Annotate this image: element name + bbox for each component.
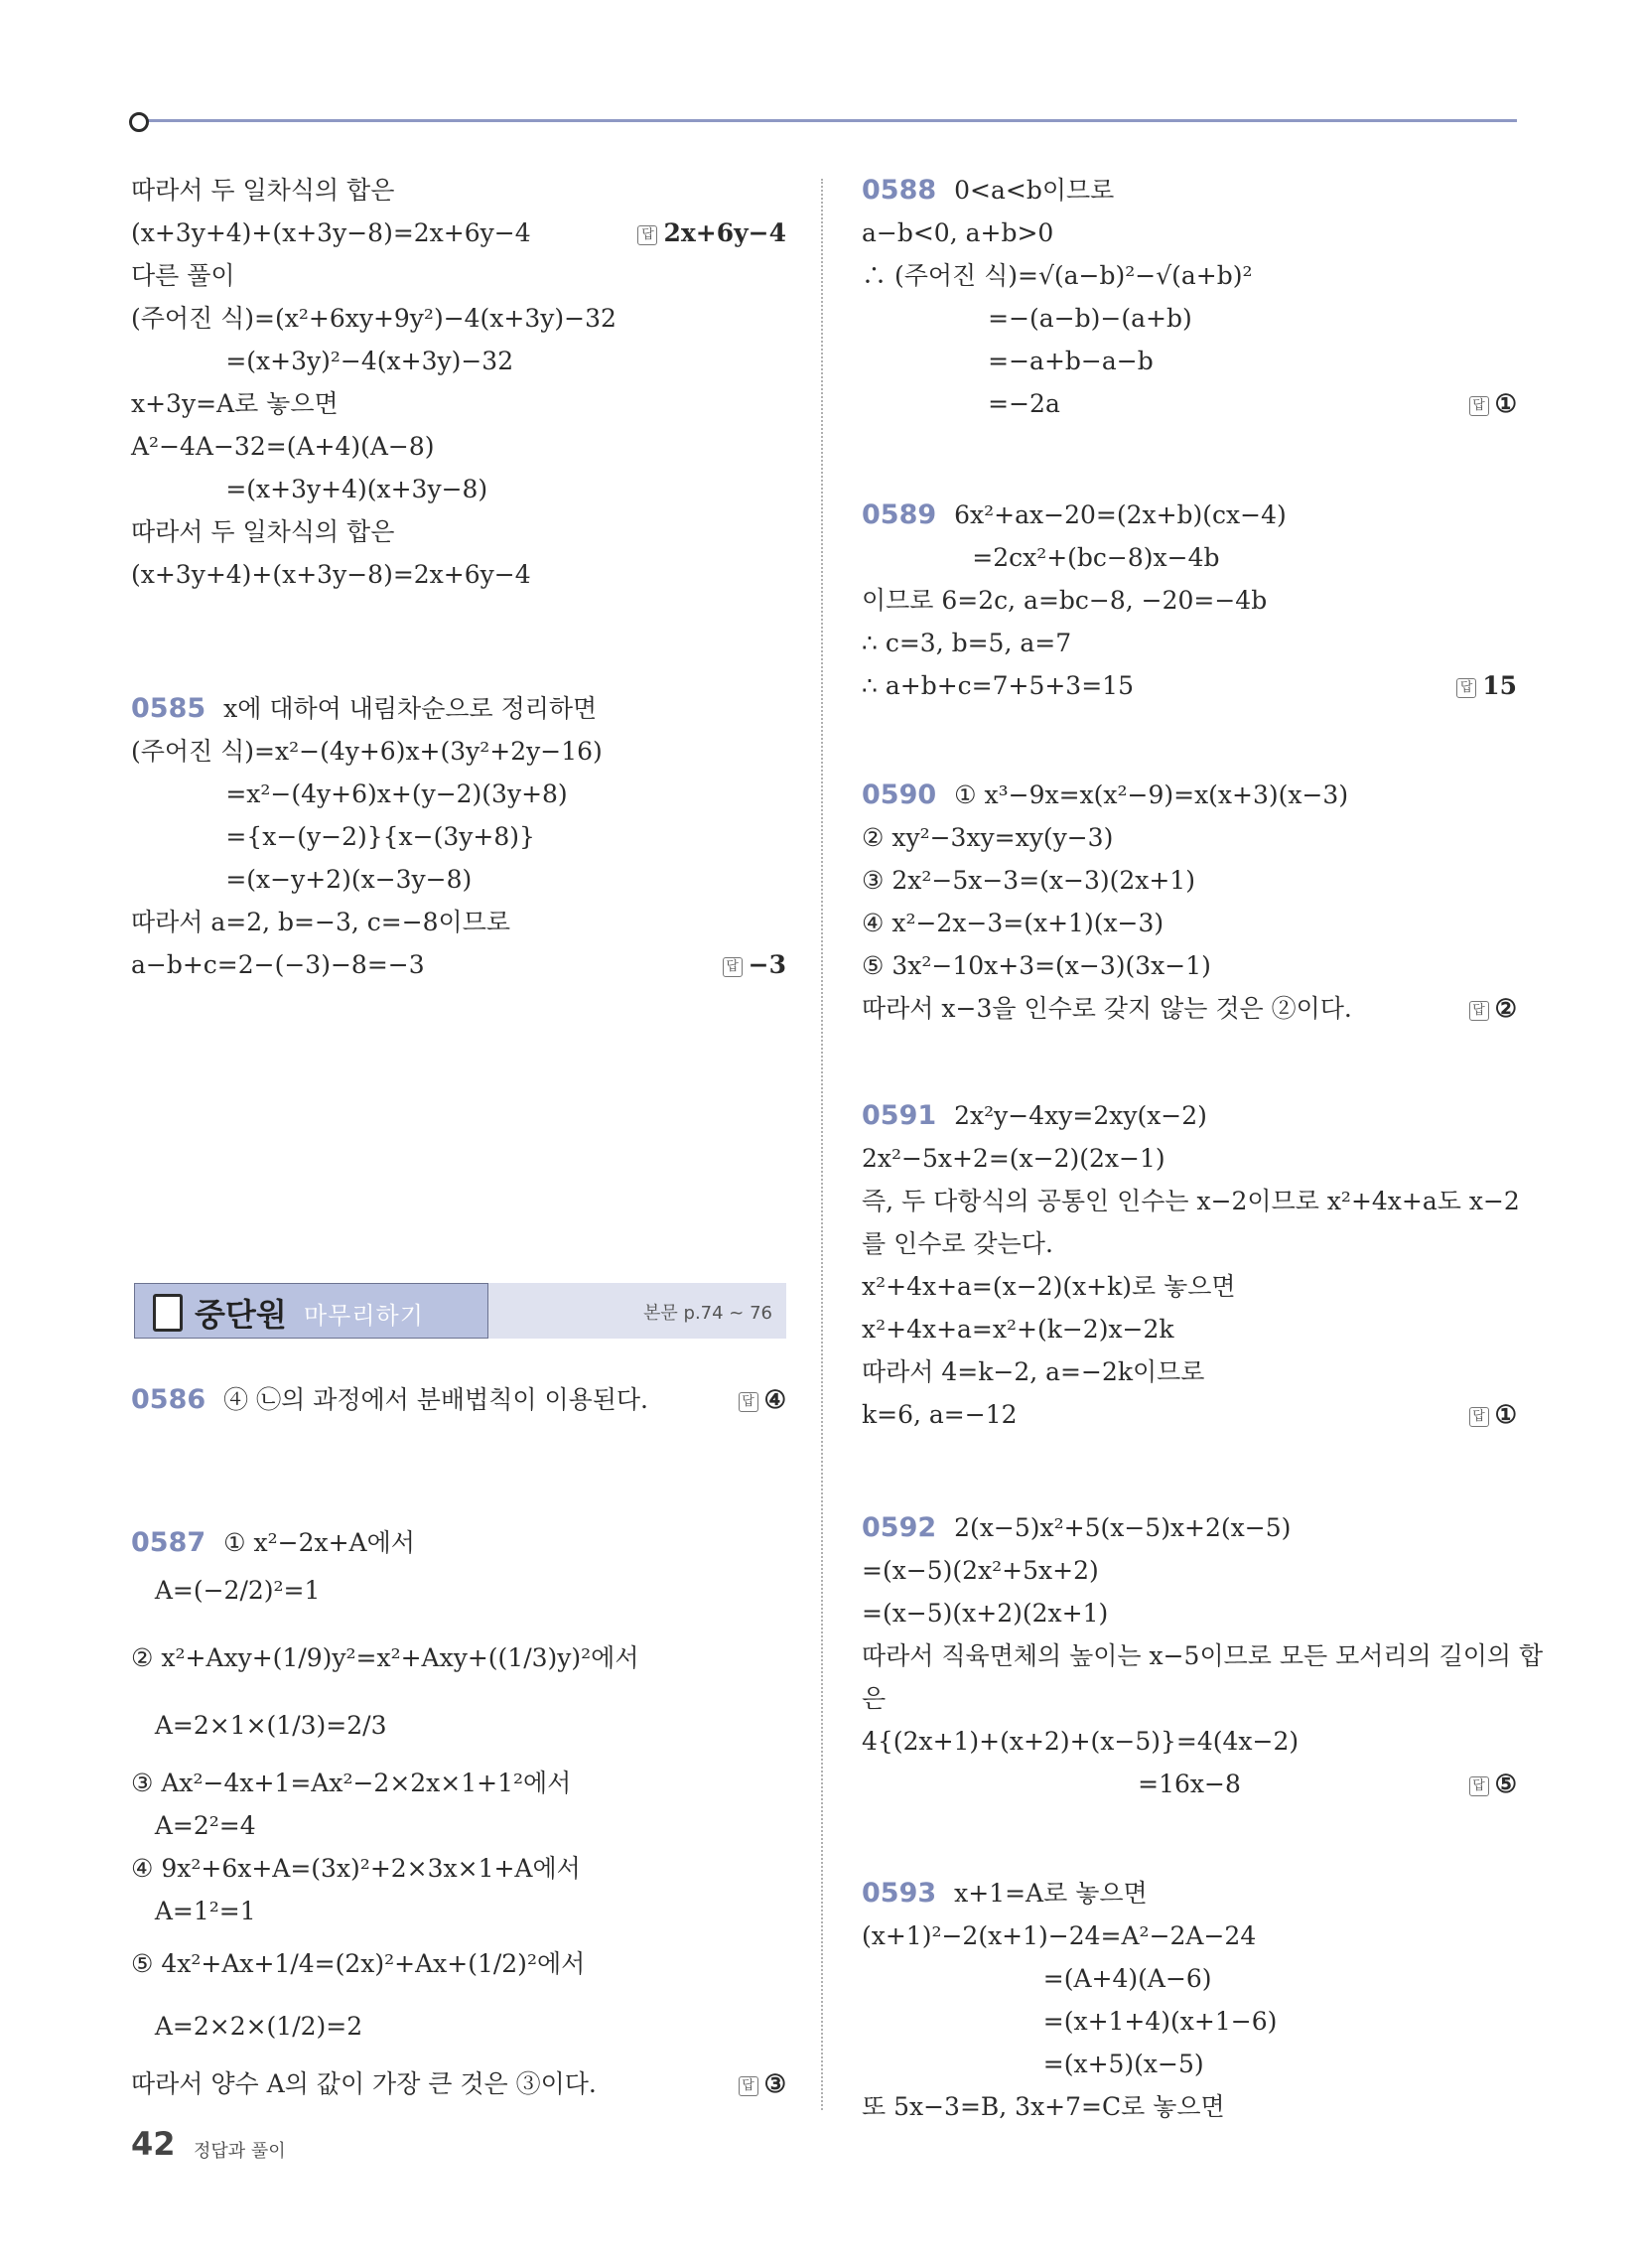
text-line: 따라서 직육면체의 높이는 x−5이므로 모든 모서리의 길이의 합	[862, 1641, 1544, 1670]
text-line: 2x²−5x+2=(x−2)(2x−1)	[862, 1144, 1165, 1173]
text-line: (주어진 식)=x²−(4y+6)x+(3y²+2y−16)	[131, 737, 603, 766]
text-line: =(x+3y+4)(x+3y−8)	[131, 475, 488, 503]
problem-number: 0590	[862, 780, 937, 810]
text-line: A=2×2×(1/2)=2	[131, 2012, 363, 2041]
problem-number: 0588	[862, 175, 937, 206]
text-line: (x+3y+4)+(x+3y−8)=2x+6y−4	[131, 560, 531, 589]
section-banner	[134, 1283, 786, 1339]
text-line: =(x−5)(2x²+5x+2)	[862, 1556, 1099, 1585]
text-line: (x+3y+4)+(x+3y−8)=2x+6y−4	[131, 218, 531, 247]
text-line: ={x−(y−2)}{x−(3y+8)}	[131, 822, 535, 851]
page-number: 42	[131, 2125, 176, 2163]
text-line: 또 5x−3=B, 3x+7=C로 놓으면	[862, 2092, 1225, 2121]
top-rule	[131, 119, 1517, 122]
answer: 답 ②	[1469, 992, 1517, 1026]
text-line: =(A+4)(A−6)	[862, 1964, 1212, 1993]
text-line: A²−4A−32=(A+4)(A−8)	[131, 432, 435, 461]
text-line: a−b+c=2−(−3)−8=−3	[131, 950, 425, 979]
text-line: ∴ a+b+c=7+5+3=15	[862, 671, 1134, 700]
text-line: ⑤ 3x²−10x+3=(x−3)(3x−1)	[862, 951, 1211, 980]
text-line: ∴ (주어진 식)=√(a−b)²−√(a+b)²	[862, 261, 1253, 290]
text-line: ④ x²−2x−3=(x+1)(x−3)	[862, 909, 1164, 937]
text-line: 4{(2x+1)+(x+2)+(x−5)}=4(4x−2)	[862, 1727, 1300, 1756]
problem-0588: 0588 0<a<b이므로	[862, 175, 1115, 206]
text-line: x²+4x+a=(x−2)(x+k)로 놓으면	[862, 1272, 1236, 1301]
problem-number: 0591	[862, 1100, 937, 1131]
text-line: 따라서 a=2, b=−3, c=−8이므로	[131, 908, 510, 936]
text-line: =16x−8	[862, 1770, 1241, 1798]
text-line: k=6, a=−12	[862, 1400, 1018, 1429]
problem-0593: 0593 x+1=A로 놓으면	[862, 1878, 1148, 1909]
problem-0591: 0591 2x²y−4xy=2xy(x−2)	[862, 1100, 1207, 1131]
text-line: A=2²=4	[131, 1811, 256, 1840]
text-line: ③ Ax²−4x+1=Ax²−2×2x×1+1²에서	[131, 1769, 572, 1797]
text-line: =(x+5)(x−5)	[862, 2050, 1204, 2078]
text-line: ④ 9x²+6x+A=(3x)²+2×3x×1+A에서	[131, 1854, 581, 1883]
problem-0592: 0592 2(x−5)x²+5(x−5)x+2(x−5)	[862, 1512, 1292, 1543]
answer: 답 ③	[739, 2067, 786, 2101]
answer: 답 15	[1456, 669, 1517, 703]
text-line: (주어진 식)=(x²+6xy+9y²)−4(x+3y)−32	[131, 304, 616, 333]
text-line: 다른 풀이	[131, 261, 235, 290]
text-line: =−a+b−a−b	[862, 347, 1154, 375]
text-line: 따라서 두 일차식의 합은	[131, 517, 395, 546]
answer: 답 ⑤	[1469, 1768, 1517, 1801]
banner-subtitle: 마무리하기	[304, 1302, 424, 1330]
text-line: =(x+3y)²−4(x+3y)−32	[131, 347, 514, 375]
text-line: 따라서 4=k−2, a=−2k이므로	[862, 1357, 1205, 1386]
text-line: ⑤ 4x²+Ax+1/4=(2x)²+Ax+(1/2)²에서	[131, 1949, 586, 1978]
text-line: ∴ c=3, b=5, a=7	[862, 629, 1072, 657]
text-line: (x+1)²−2(x+1)−24=A²−2A−24	[862, 1921, 1257, 1950]
footer-label: 정답과 풀이	[194, 2141, 286, 2162]
problem-0587: 0587 ① x²−2x+A에서	[131, 1527, 415, 1558]
problem-number: 0589	[862, 499, 937, 530]
text-line: A=1²=1	[131, 1897, 256, 1925]
banner-reference: 본문 p.74 ~ 76	[643, 1303, 772, 1324]
text-line: ③ 2x²−5x−3=(x−3)(2x+1)	[862, 866, 1195, 895]
text-line: 즉, 두 다항식의 공통인 인수는 x−2이므로 x²+4x+a도 x−2	[862, 1187, 1520, 1215]
text-line: 따라서 양수 A의 값이 가장 큰 것은 ③이다.	[131, 2069, 597, 2098]
text-line: ② x²+Axy+(1/9)y²=x²+Axy+((1/3)y)²에서	[131, 1643, 639, 1672]
problem-number: 0587	[131, 1527, 206, 1558]
text-line: a−b<0, a+b>0	[862, 218, 1054, 247]
problem-number: 0592	[862, 1512, 937, 1543]
text-line: A=(−2/2)²=1	[131, 1576, 321, 1605]
problem-number: 0586	[131, 1384, 206, 1415]
answer: 답 −3	[723, 948, 786, 982]
text-line: =2cx²+(bc−8)x−4b	[862, 543, 1220, 572]
text-line: x²+4x+a=x²+(k−2)x−2k	[862, 1315, 1174, 1344]
text-line: 이므로 6=2c, a=bc−8, −20=−4b	[862, 586, 1268, 615]
problem-0589: 0589 6x²+ax−20=(2x+b)(cx−4)	[862, 499, 1287, 530]
problem-number: 0593	[862, 1878, 937, 1909]
column-divider	[821, 179, 823, 2110]
problem-0586: 0586 ④ ㉡의 과정에서 분배법칙이 이용된다.	[131, 1384, 648, 1415]
text-line: =(x−y+2)(x−3y−8)	[131, 865, 473, 894]
text-line: =−2a	[862, 389, 1060, 418]
answer: 답 2x+6y−4	[637, 216, 786, 250]
text-line: 따라서 두 일차식의 합은	[131, 176, 395, 205]
text-line: x+3y=A로 놓으면	[131, 389, 339, 418]
notebook-icon	[153, 1294, 183, 1332]
text-line: =−(a−b)−(a+b)	[862, 304, 1192, 333]
text-line: =(x−5)(x+2)(2x+1)	[862, 1599, 1109, 1628]
text-line: 은	[862, 1684, 887, 1713]
text-line: =x²−(4y+6)x+(y−2)(3y+8)	[131, 780, 568, 808]
text-line: 따라서 x−3을 인수로 갖지 않는 것은 ②이다.	[862, 994, 1352, 1023]
problem-0585: 0585 x에 대하여 내림차순으로 정리하면	[131, 693, 598, 724]
problem-0590: 0590 ① x³−9x=x(x²−9)=x(x+3)(x−3)	[862, 780, 1349, 810]
banner-title: 중단원	[195, 1296, 287, 1334]
answer: 답 ①	[1469, 387, 1517, 421]
text-line: A=2×1×(1/3)=2/3	[131, 1711, 387, 1740]
answer: 답 ④	[739, 1383, 786, 1417]
banner-label	[134, 1283, 488, 1339]
answer: 답 ①	[1469, 1398, 1517, 1432]
text-line: 를 인수로 갖는다.	[862, 1229, 1053, 1258]
problem-number: 0585	[131, 693, 206, 724]
top-rule-dot	[129, 112, 149, 132]
text-line: ② xy²−3xy=xy(y−3)	[862, 823, 1114, 852]
text-line: =(x+1+4)(x+1−6)	[862, 2007, 1278, 2036]
